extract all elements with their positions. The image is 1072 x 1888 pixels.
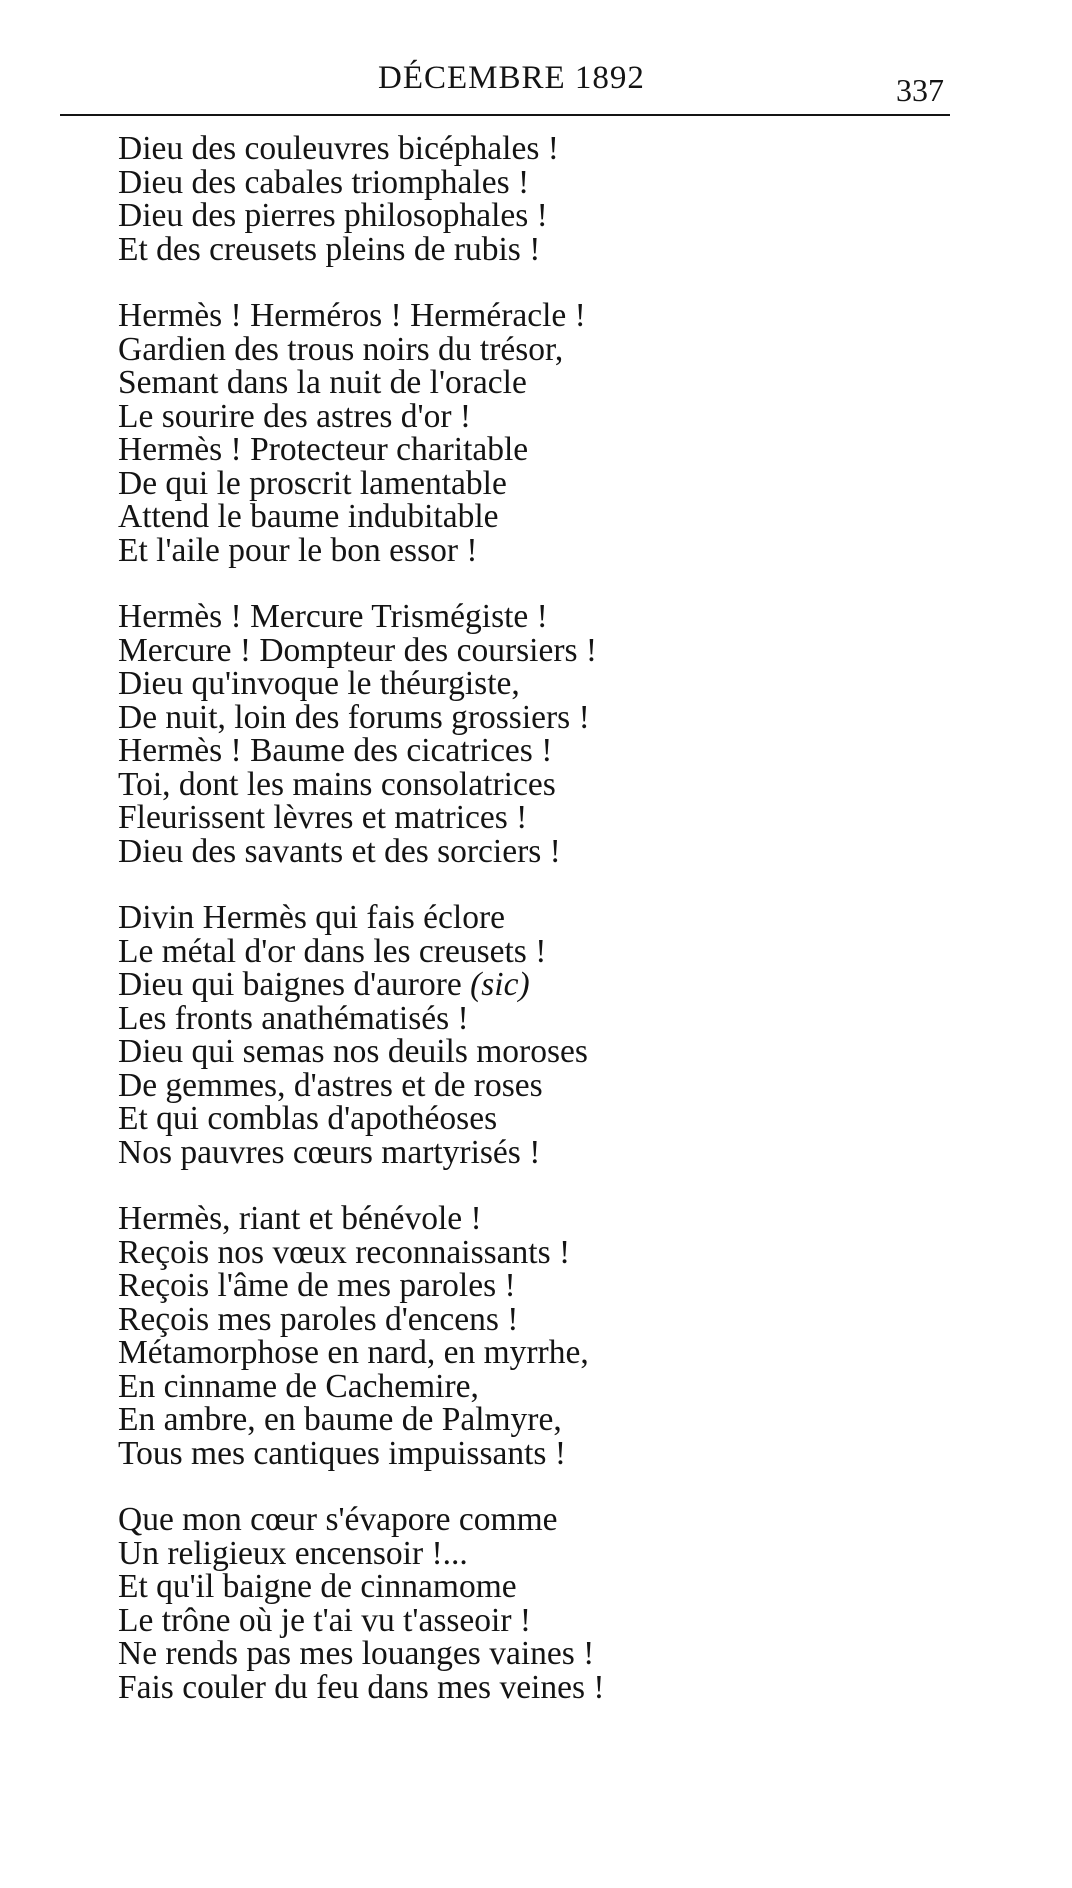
verse-line: Reçois nos vœux reconnaissants !	[118, 1233, 571, 1271]
verse-line: Reçois l'âme de mes paroles !	[118, 1267, 516, 1304]
verse-line: Et qui comblas d'apothéoses	[118, 1100, 498, 1137]
stanza-5	[118, 1202, 918, 1470]
page-number: 337	[896, 72, 944, 108]
verse-line: Dieu des savants et des sorciers !	[118, 832, 561, 870]
poem-body	[118, 132, 918, 1737]
verse-line: Hermès, riant et bénévole !	[118, 1200, 482, 1237]
verse-line: Et des creusets pleins de rubis !	[118, 230, 541, 268]
verse-line: De qui le proscrit lamentable	[118, 464, 507, 502]
verse-line: Un religieux encensoir !...	[118, 1534, 468, 1572]
verse-line: Et l'aile pour le bon essor !	[118, 531, 478, 569]
verse-line: Le trône où je t'ai vu t'asseoir !	[118, 1601, 532, 1639]
verse-line-text: Dieu qui baignes d'aurore	[118, 966, 462, 1003]
verse-line: En ambre, en baume de Palmyre,	[118, 1401, 562, 1438]
verse-line: Dieu des pierres philosophales !	[118, 197, 548, 234]
verse-line: Semant dans la nuit de l'oracle	[118, 364, 527, 401]
verse-line: Hermès ! Herméros ! Herméracle !	[118, 297, 586, 334]
verse-line: Hermès ! Mercure Trismégiste !	[118, 598, 548, 635]
verse-line: Ne rends pas mes louanges vaines !	[118, 1635, 595, 1672]
stanza-3	[118, 600, 918, 868]
verse-line: Divin Hermès qui fais éclore	[118, 899, 505, 936]
verse-line: Hermès ! Baume des cicatrices !	[118, 732, 553, 769]
verse-line: Dieu qu'invoque le théurgiste,	[118, 665, 520, 702]
verse-line: Toi, dont les mains consolatrices	[118, 765, 556, 803]
verse-line: Gardien des trous noirs du trésor,	[118, 330, 564, 368]
verse-line: Dieu qui semas nos deuils moroses	[118, 1033, 588, 1070]
verse-line: Les fronts anathématisés !	[118, 999, 469, 1037]
verse-line: Fleurissent lèvres et matrices !	[118, 799, 528, 836]
verse-line: Le sourire des astres d'or !	[118, 397, 472, 435]
verse-line: Et qu'il baigne de cinnamome	[118, 1568, 517, 1605]
stanza-2	[118, 299, 918, 567]
verse-line: Que mon cœur s'évapore comme	[118, 1501, 558, 1538]
verse-line: Métamorphose en nard, en myrrhe,	[118, 1334, 589, 1371]
page-header	[60, 52, 950, 116]
stanza-4	[118, 901, 918, 1169]
header-rule	[60, 114, 950, 116]
verse-line: Nos pauvres cœurs martyrisés !	[118, 1133, 541, 1171]
verse-line-with-sic	[118, 968, 918, 1002]
verse-line: Reçois mes paroles d'encens !	[118, 1300, 519, 1338]
verse-line: Le métal d'or dans les creusets !	[118, 932, 547, 970]
verse-line: Mercure ! Dompteur des coursiers !	[118, 631, 598, 669]
verse-line: Dieu des couleuvres bicéphales !	[118, 130, 559, 167]
verse-line: En cinname de Cachemire,	[118, 1367, 479, 1405]
verse-line: Fais couler du feu dans mes veines !	[118, 1668, 605, 1706]
verse-line: Tous mes cantiques impuissants !	[118, 1434, 566, 1472]
verse-line: Hermès ! Protecteur charitable	[118, 431, 529, 468]
running-title: DÉCEMBRE 1892	[378, 60, 645, 96]
verse-line: De gemmes, d'astres et de roses	[118, 1066, 543, 1104]
stanza-1	[118, 132, 918, 266]
verse-line: De nuit, loin des forums grossiers !	[118, 698, 590, 736]
stanza-6	[118, 1503, 918, 1704]
sic-annotation: (sic)	[470, 966, 530, 1003]
verse-line: Attend le baume indubitable	[118, 498, 499, 535]
verse-line: Dieu des cabales triomphales !	[118, 163, 530, 201]
